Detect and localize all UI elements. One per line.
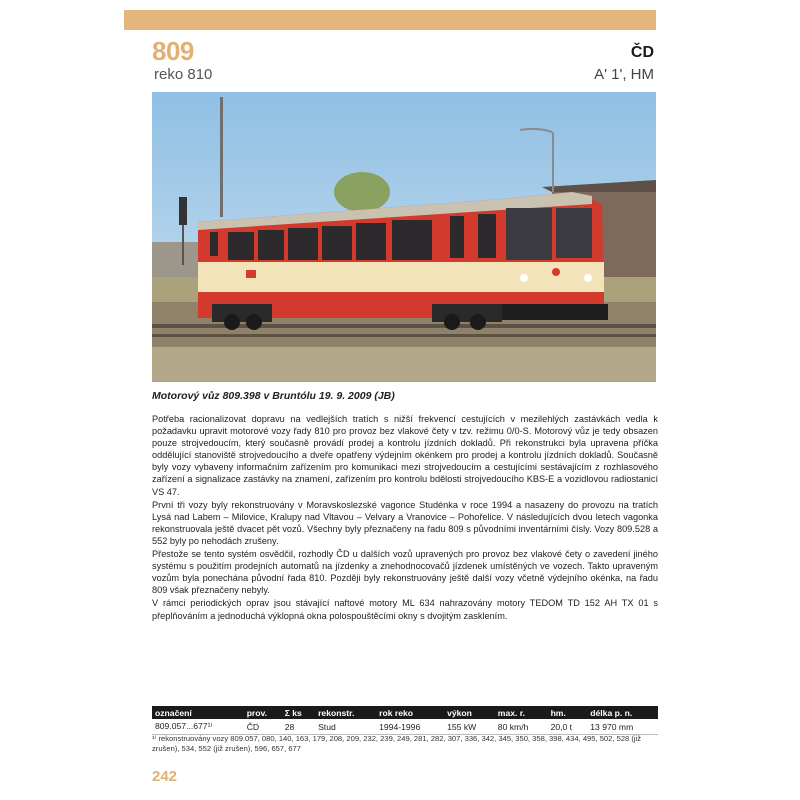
header-accent-bar [124, 10, 656, 30]
train-illustration [152, 92, 656, 382]
column-header: rekonstr. [315, 706, 376, 719]
table-cell: 155 kW [444, 719, 495, 735]
photo-caption: Motorový vůz 809.398 v Bruntólu 19. 9. 2009 (JB) [152, 390, 395, 402]
table-row [152, 719, 658, 735]
column-header: hm. [548, 706, 588, 719]
spec-table-header [152, 706, 658, 719]
table-cell: 13 970 mm [587, 719, 658, 735]
column-header: prov. [244, 706, 282, 719]
article-body [152, 413, 658, 623]
paragraph: Přestože se tento systém osvědčil, rozhodly ČD u dalších vozů upravených pro provoz bez vlakové čety o zavedení jiného systému s použitím prodejních automatů na jízdenky a znehodnocovačů jízdenek umístěných ve vozech. Takto upraveným vozům byla ponechána původní řada 810. Později byly rekonstruovány ještě další vozy včetně výdejního okénka, na řadu 809 však přeznačeny nebyly. [152, 549, 658, 596]
column-header: Σ ks [282, 706, 315, 719]
series-subtitle: reko 810 [154, 66, 213, 83]
operator-label: ČD [630, 44, 654, 61]
axle-arrangement: A' 1', HM [594, 66, 654, 83]
column-header: označení [152, 706, 244, 719]
page-number: 242 [152, 768, 178, 785]
train-photo [152, 92, 656, 382]
column-header: délka p. n. [587, 706, 658, 719]
table-cell: 1994-1996 [376, 719, 444, 735]
table-cell: 28 [282, 719, 315, 735]
table-cell: 809.057...677¹⁾ [152, 719, 244, 735]
paragraph: Potřeba racionalizovat dopravu na vedlejších tratích s nižší frekvencí cestujících v mezilehlých zastávkách vedla k požadavku upravit motorové vozy řady 810 pro provoz bez vlakové čety v tzv. režimu 0/0-S. Motorový vůz je tedy obsazen pouze strojvedoucím, který současně provádí prodej a kontrolu jízdních dokladů. Při rekonstrukci byla upravena příčka oddělující stanoviště strojvedoucího a dveře opatřeny výdejním okénkem pro prodej a kontrolu jízdních dokladů. Současně byly vozy vybaveny informačním zařízením pro komunikaci mezi strojvedoucím a cestujícími sestávajícím z rozhlasového zařízení a signalizace zastávky na znamení, zařízením pro kontrolu bdělosti strojvedoucího KBS-E a vozidlovou radiostanicí VS 47. [152, 414, 658, 497]
series-number: 809 [152, 36, 194, 66]
footnote: ¹⁾ rekonstruovány vozy 809.057, 080, 140, 163, 179, 208, 209, 232, 239, 249, 281, 282, 307, 336, 342, 345, 350, 358, 398, 434, 495, 502, 528 (již zrušen), 534, 552 (již zrušen), 596, 657, 677 [152, 734, 642, 753]
paragraph: První tři vozy byly rekonstruovány v Moravskoslezské vagonce Studénka v roce 1994 a nasazeny do provozu na tratích Lysá nad Labem – Milovice, Kralupy nad Vltavou – Velvary a Vranovice – Pohořelice. V následujících dvou letech vagonka rekonstruovala ještě dvacet pět vozů. Všechny byly přeznačeny na řadu 809 s původními inventárními čísly. Vozy 809.528 a 552 byly po nehodách zrušeny. [152, 499, 658, 546]
column-header: výkon [444, 706, 495, 719]
column-header: max. r. [495, 706, 548, 719]
spec-table [152, 706, 658, 735]
table-cell: Stud [315, 719, 376, 735]
paragraph: V rámci periodických oprav jsou stávající naftové motory ML 634 nahrazovány motory TEDOM TD 152 AH TX 01 s přeplňováním a jednoduchá výklopná okna polospouštěcími okny s dvojitým zasklením. [152, 598, 658, 621]
column-header: rok reko [376, 706, 444, 719]
table-cell: 20,0 t [548, 719, 588, 735]
table-cell: 80 km/h [495, 719, 548, 735]
table-cell: ČD [244, 719, 282, 735]
